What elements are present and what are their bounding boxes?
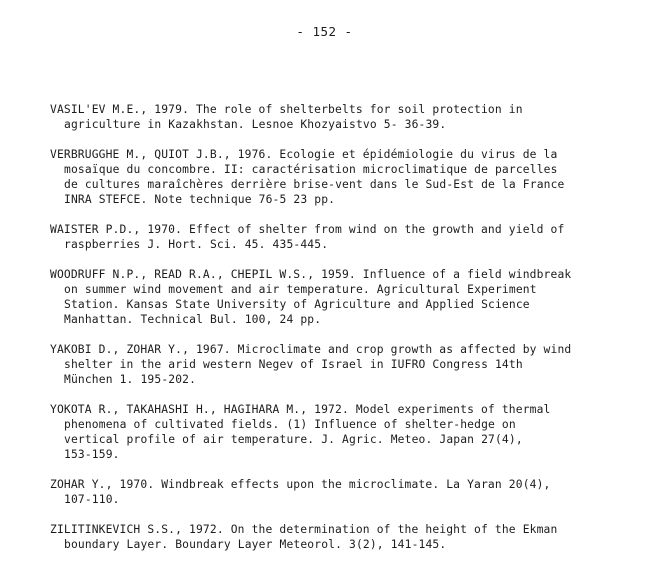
reference-line: YOKOTA R., TAKAHASHI H., HAGIHARA M., 1972. Model experiments of thermal xyxy=(50,403,551,416)
reference-line: on summer wind movement and air temperature. Agricultural Experiment xyxy=(64,283,537,296)
reference-entry-zohar xyxy=(50,477,610,507)
reference-line: mosaïque du concombre. II: caractérisation microclimatique de parcelles xyxy=(64,163,558,176)
reference-entry-zilitinkevich xyxy=(50,522,610,552)
reference-line: Manhattan. Technical Bul. 100, 24 pp. xyxy=(64,313,322,326)
reference-line: de cultures maraîchères derrière brise-vent dans le Sud-Est de la France xyxy=(64,178,565,191)
reference-entry-woodruff xyxy=(50,267,610,327)
reference-line: VERBRUGGHE M., QUIOT J.B., 1976. Ecologie et épidémiologie du virus de la xyxy=(50,148,558,161)
reference-line: VASIL'EV M.E., 1979. The role of shelterbelts for soil protection in xyxy=(50,103,523,116)
reference-line: Station. Kansas State University of Agriculture and Applied Science xyxy=(64,298,530,311)
reference-entry-yokota xyxy=(50,402,610,462)
reference-line: YAKOBI D., ZOHAR Y., 1967. Microclimate and crop growth as affected by wind xyxy=(50,343,572,356)
reference-line: WOODRUFF N.P., READ R.A., CHEPIL W.S., 1959. Influence of a field windbreak xyxy=(50,268,572,281)
reference-line: shelter in the arid western Negev of Israel in IUFRO Congress 14th xyxy=(64,358,523,371)
reference-line: 107-110. xyxy=(64,493,120,506)
reference-list xyxy=(50,102,610,567)
reference-line: ZOHAR Y., 1970. Windbreak effects upon the microclimate. La Yaran 20(4), xyxy=(50,478,551,491)
reference-entry-yakobi xyxy=(50,342,610,387)
reference-line: WAISTER P.D., 1970. Effect of shelter from wind on the growth and yield of xyxy=(50,223,565,236)
reference-line: vertical profile of air temperature. J. Agric. Meteo. Japan 27(4), xyxy=(64,433,523,446)
page-number: - 152 - xyxy=(296,24,353,39)
reference-line: München 1. 195-202. xyxy=(64,373,197,386)
reference-line: 153-159. xyxy=(64,448,120,461)
reference-line: ZILITINKEVICH S.S., 1972. On the determination of the height of the Ekman xyxy=(50,523,558,536)
reference-line: raspberries J. Hort. Sci. 45. 435-445. xyxy=(64,238,329,251)
reference-line: phenomena of cultivated fields. (1) Influence of shelter-hedge on xyxy=(64,418,516,431)
reference-line: INRA STEFCE. Note technique 76-5 23 pp. xyxy=(64,193,336,206)
reference-line: boundary Layer. Boundary Layer Meteorol. 3(2), 141-145. xyxy=(64,538,447,551)
reference-entry-waister xyxy=(50,222,610,252)
reference-entry-verbrugghe xyxy=(50,147,610,207)
reference-entry-vasilev xyxy=(50,102,610,132)
reference-line: agriculture in Kazakhstan. Lesnoe Khozyaistvo 5- 36-39. xyxy=(64,118,447,131)
